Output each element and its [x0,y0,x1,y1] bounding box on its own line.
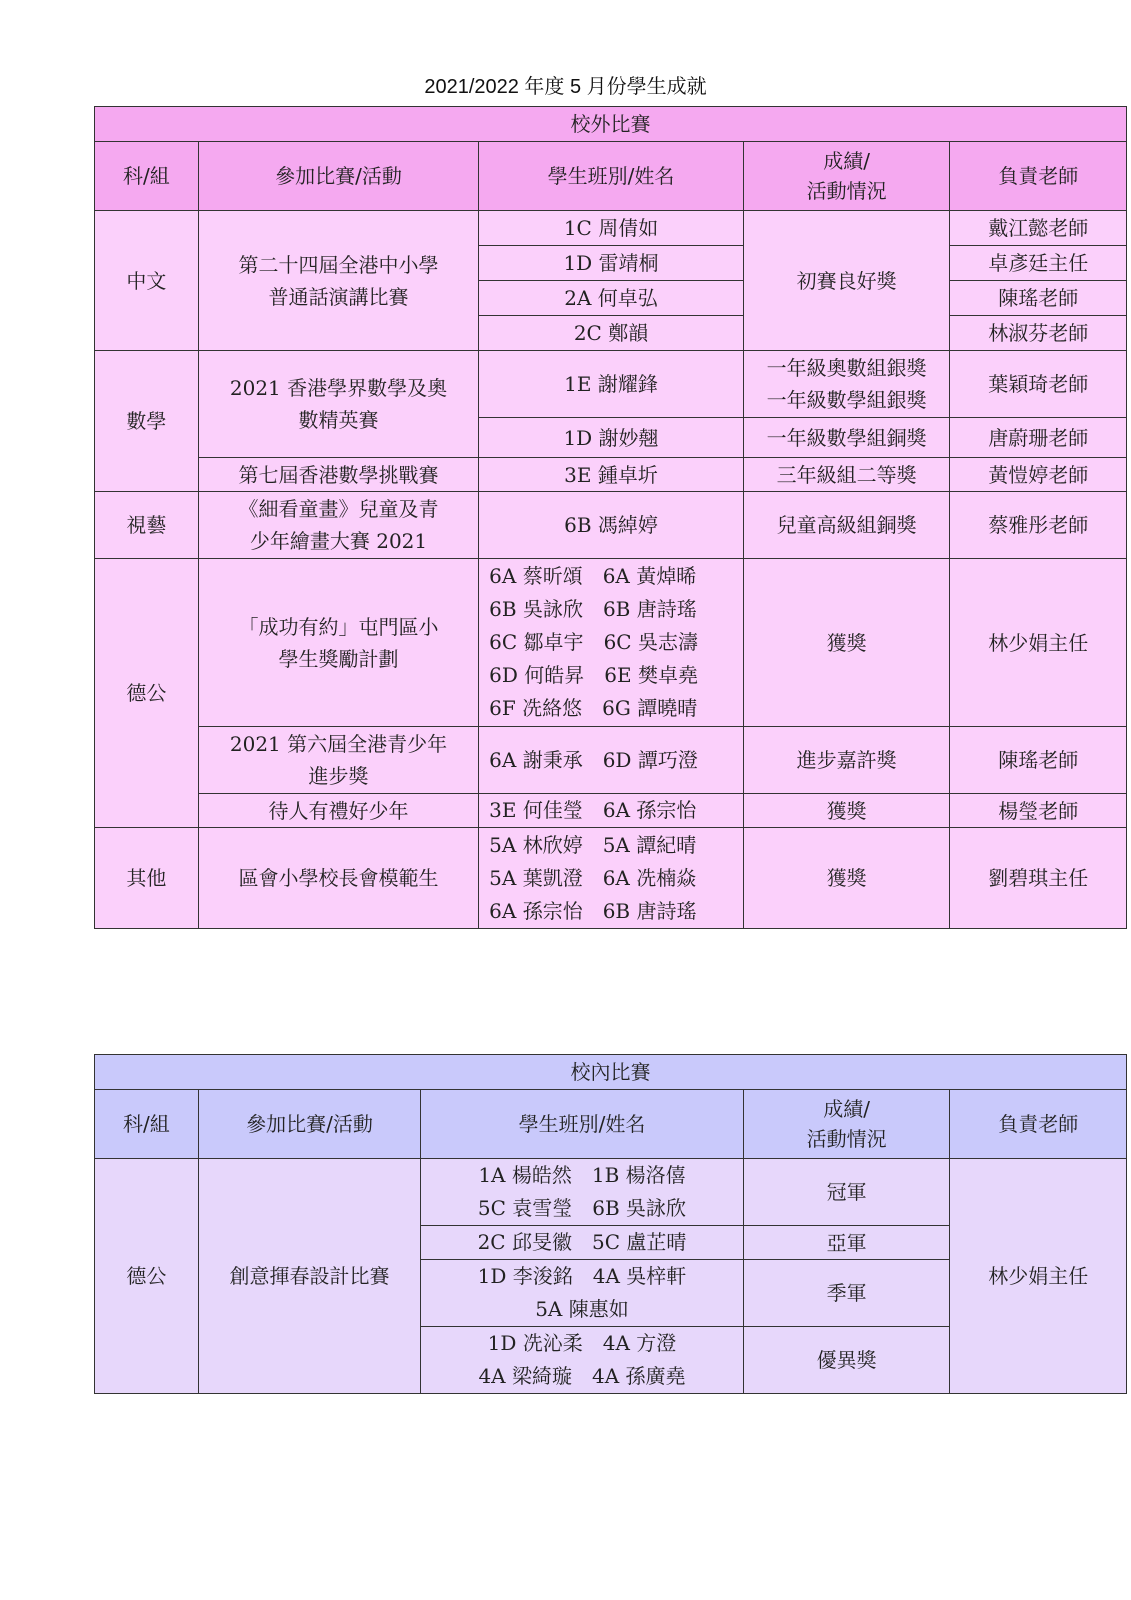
student-cell: 6B 馮綽婷 [479,492,744,559]
student-name: 6A 黃焯晞 [602,564,697,588]
internal-subject: 德公 [95,1159,199,1394]
activity-moral-2-line2: 進步獎 [308,764,369,788]
internal-teacher: 林少娟主任 [950,1159,1127,1394]
activity-math-1 [198,351,478,458]
student-name: 1D 李浚銘 [477,1264,573,1288]
subject-moral: 德公 [95,559,199,828]
student-name: 5A 譚紀晴 [602,832,697,857]
student-cell: 1D 謝妙翹 [479,418,744,458]
teacher-cell: 林少娟主任 [950,559,1127,727]
student-name: 3E 何佳瑩 [489,798,583,822]
student-line [489,862,743,895]
student-cell: 1E 謝耀鋒 [479,351,744,418]
student-name: 4A 孫廣堯 [591,1364,686,1388]
student-cell: 1D 雷靖桐 [479,246,744,281]
subject-art: 視藝 [95,492,199,559]
activity-moral-1-line1: 「成功有約」屯門區小 [238,614,439,639]
student-name: 4A 吳梓軒 [592,1264,687,1288]
student-name: 4A 方澄 [602,1331,677,1355]
header-result [743,1090,950,1159]
student-line [421,1260,743,1293]
result-cell [743,351,950,418]
teacher-cell: 楊瑩老師 [950,794,1127,828]
student-line [421,1327,743,1360]
header-result-line1: 成績/ [823,149,871,173]
header-activity: 參加比賽/活動 [198,1090,420,1159]
student-name: 1B 楊洛僖 [591,1163,686,1187]
activity-chinese-line2: 普通話演講比賽 [268,284,409,309]
student-line [489,593,743,626]
student-line [421,1293,743,1326]
student-line [421,1226,743,1259]
header-subject: 科/組 [95,142,199,211]
student-line [489,560,743,593]
student-list [421,1159,744,1226]
result-cell: 獲獎 [743,828,950,929]
student-name: 6D 何皓昇 [489,663,585,687]
header-teacher: 負責老師 [950,1090,1127,1159]
result-cell: 三年級組二等獎 [743,458,950,492]
student-name: 4A 梁綺璇 [478,1364,572,1388]
result-cell: 冠軍 [743,1159,950,1226]
activity-moral-2-line1: 2021 第六屆全港青少年 [229,732,448,756]
student-name: 5C 盧芷晴 [591,1230,687,1254]
subject-other: 其他 [95,828,199,929]
internal-competitions-table [94,1054,1127,1394]
header-teacher: 負責老師 [950,142,1127,211]
student-name: 5A 葉凱澄 [489,865,583,890]
result-cell: 亞軍 [743,1226,950,1260]
student-list [479,559,744,727]
activity-art-line1: 《細看童畫》兒童及青 [238,497,439,521]
student-cell: 3E 鍾卓圻 [479,458,744,492]
student-name: 6B 吳詠欣 [489,597,583,621]
result-cell: 進步嘉許獎 [743,727,950,794]
activity-moral-3: 待人有禮好少年 [198,794,478,828]
activity-chinese [198,211,478,351]
student-name: 5C 袁雪瑩 [477,1196,573,1220]
result-line: 一年級數學組銀獎 [766,388,927,412]
student-name: 6A 蔡昕頌 [489,564,583,588]
student-name: 6F 冼絡悠 [489,696,583,720]
student-line [489,626,743,659]
student-name: 6B 唐詩瑤 [602,898,697,923]
teacher-cell: 葉穎琦老師 [950,351,1127,418]
teacher-cell: 陳瑤老師 [950,727,1127,794]
activity-art-line2: 少年繪畫大賽 2021 [249,529,428,553]
student-list [421,1260,744,1327]
student-name: 6A 冼楠焱 [602,865,697,890]
external-banner: 校外比賽 [95,107,1127,142]
teacher-cell: 唐蔚珊老師 [950,418,1127,458]
student-name: 5A 林欣婷 [489,832,583,857]
activity-moral-1 [198,559,478,727]
external-competitions-table [94,106,1127,929]
student-name: 5A 陳惠如 [535,1297,629,1321]
student-name: 6D 譚巧澄 [602,747,698,772]
student-name: 6A 孫宗怡 [602,798,697,822]
header-result [743,142,950,211]
teacher-cell: 林淑芬老師 [950,316,1127,351]
student-name: 2C 邱旻徽 [477,1230,572,1254]
result-chinese: 初賽良好獎 [743,211,950,351]
teacher-cell: 卓彥廷主任 [950,246,1127,281]
activity-math-1-line2: 數精英賽 [298,408,379,432]
student-cell: 1C 周倩如 [479,211,744,246]
activity-other: 區會小學校長會模範生 [198,828,478,929]
activity-moral-1-line2: 學生獎勵計劃 [278,646,399,671]
activity-art [198,492,478,559]
teacher-cell: 黃愷婷老師 [950,458,1127,492]
student-line [421,1360,743,1393]
student-line [489,794,743,827]
student-line [489,692,743,725]
student-name: 6C 吳志濤 [603,630,698,654]
result-cell: 一年級數學組銅獎 [743,418,950,458]
student-list [421,1226,744,1260]
teacher-cell: 陳瑤老師 [950,281,1127,316]
result-cell: 獲獎 [743,794,950,828]
student-line [489,829,743,862]
student-name: 6A 謝秉承 [489,747,583,772]
student-list [479,794,744,828]
student-list [421,1327,744,1394]
student-name: 1A 楊皓然 [478,1163,572,1187]
result-cell: 優異獎 [743,1327,950,1394]
internal-activity: 創意揮春設計比賽 [198,1159,420,1394]
student-name: 1D 冼沁柔 [487,1331,583,1355]
student-line [489,895,743,928]
student-cell: 2C 鄭韻 [479,316,744,351]
student-list [479,727,744,794]
result-line: 一年級奧數組銀獎 [766,356,927,380]
header-result-line2: 活動情況 [806,1127,887,1151]
teacher-cell: 劉碧琪主任 [950,828,1127,929]
header-result-line2: 活動情況 [806,179,887,203]
header-result-line1: 成績/ [823,1097,871,1121]
result-cell: 季軍 [743,1260,950,1327]
teacher-cell: 蔡雅彤老師 [950,492,1127,559]
student-name: 6A 孫宗怡 [489,898,583,923]
student-name: 6G 譚曉晴 [602,696,698,720]
result-cell: 兒童高級組銅獎 [743,492,950,559]
student-name: 6B 吳詠欣 [592,1196,687,1220]
header-student: 學生班別/姓名 [421,1090,744,1159]
result-cell: 獲獎 [743,559,950,727]
header-student: 學生班別/姓名 [479,142,744,211]
student-line [421,1192,743,1225]
student-name: 6C 鄒卓宇 [489,630,584,654]
student-cell: 2A 何卓弘 [479,281,744,316]
subject-math: 數學 [95,351,199,492]
subject-chinese: 中文 [95,211,199,351]
header-activity: 參加比賽/活動 [198,142,478,211]
student-line [421,1159,743,1192]
internal-banner: 校內比賽 [95,1055,1127,1090]
header-subject: 科/組 [95,1090,199,1159]
teacher-cell: 戴江懿老師 [950,211,1127,246]
student-name: 6B 唐詩瑤 [602,597,697,621]
activity-moral-2 [198,727,478,794]
activity-math-2: 第七屆香港數學挑戰賽 [198,458,478,492]
student-line [489,744,743,777]
student-list [479,828,744,929]
activity-math-1-line1: 2021 香港學界數學及奧 [229,376,448,400]
student-line [489,659,743,692]
page-title: 2021/2022 年度 5 月份學生成就 [424,76,707,98]
student-name: 6E 樊卓堯 [604,663,698,687]
activity-chinese-line1: 第二十四屆全港中小學 [238,252,439,277]
